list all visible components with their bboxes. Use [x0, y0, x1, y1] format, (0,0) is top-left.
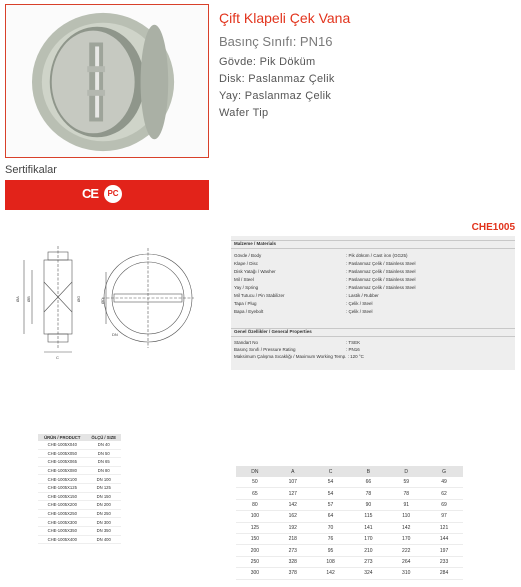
table-cell: 273: [274, 545, 312, 556]
dim-dn-label: DN: [112, 332, 118, 337]
table-cell: 324: [349, 568, 387, 579]
table-cell: DN 65: [86, 458, 121, 467]
table-cell: 121: [425, 522, 463, 533]
column-header: B: [349, 466, 387, 477]
spec-type: Wafer Tip: [219, 107, 269, 119]
table-cell: DN 100: [86, 475, 121, 484]
table-cell: 170: [387, 533, 425, 544]
table-cell: CHE-1005X100: [38, 475, 86, 484]
table-row: [38, 509, 121, 518]
table-cell: 218: [274, 533, 312, 544]
table-cell: 54: [312, 477, 350, 488]
spec-body: Gövde: Pik Döküm: [219, 56, 316, 68]
table-row: [38, 441, 121, 449]
product-photo: [5, 4, 209, 158]
table-cell: 378: [274, 568, 312, 579]
column-header: A: [274, 466, 312, 477]
material-row: Mil Tutucu / Pin Stabilizer : Lastik / Rubber: [234, 293, 379, 298]
dim-c-label: C: [56, 355, 59, 360]
table-cell: 78: [349, 488, 387, 499]
table-cell: 49: [425, 477, 463, 488]
table-row: [38, 483, 121, 492]
table-row: [38, 449, 121, 458]
property-row: Maksimum Çalışma Sıcaklığı / Maximum Working Temp. : 120 °C: [234, 354, 364, 359]
table-cell: DN 300: [86, 518, 121, 527]
table-cell: 57: [312, 499, 350, 510]
table-cell: 91: [387, 499, 425, 510]
table-cell: 54: [312, 488, 350, 499]
technical-drawing: [10, 232, 206, 362]
column-header: DN: [236, 466, 274, 477]
material-row: Mil / Steel : Paslanmaz Çelik / Stainless Steel: [234, 277, 416, 282]
table-cell: CHE-1005X300: [38, 518, 86, 527]
dimension-table: [236, 466, 463, 580]
table-cell: CHE-1005X050: [38, 449, 86, 458]
column-header: ÖLÇÜ / SIZE: [86, 434, 121, 441]
table-cell: 200: [236, 545, 274, 556]
table-cell: CHE-1005X065: [38, 458, 86, 467]
dim-a-label: ØA: [15, 296, 20, 302]
table-cell: 197: [425, 545, 463, 556]
table-cell: DN 40: [86, 441, 121, 449]
table-cell: 310: [387, 568, 425, 579]
table-cell: 127: [274, 488, 312, 499]
material-row: Disk Yatağı / Washer : Paslanmaz Çelik / Stainless Steel: [234, 269, 416, 274]
table-row: [38, 526, 121, 535]
table-cell: 142: [387, 522, 425, 533]
table-row: [38, 518, 121, 527]
table-cell: 142: [312, 568, 350, 579]
table-cell: 144: [425, 533, 463, 544]
table-cell: 162: [274, 511, 312, 522]
table-row: [236, 556, 463, 567]
pressure-class: Basınç Sınıfı: PN16: [219, 34, 333, 49]
table-row: [236, 511, 463, 522]
certificates-label: Sertifikalar: [5, 164, 57, 176]
table-row: [236, 488, 463, 499]
table-cell: 76: [312, 533, 350, 544]
material-row: Tapa / Plug : Çelik / Steel: [234, 301, 373, 306]
table-cell: 142: [274, 499, 312, 510]
table-cell: 284: [425, 568, 463, 579]
dim-d-label: ØD: [100, 298, 105, 304]
table-cell: 250: [236, 556, 274, 567]
table-cell: 69: [425, 499, 463, 510]
table-cell: 273: [349, 556, 387, 567]
table-cell: 65: [236, 488, 274, 499]
column-header: D: [387, 466, 425, 477]
table-row: [38, 466, 121, 475]
materials-header: Malzeme / Materials: [234, 241, 277, 246]
table-cell: 59: [387, 477, 425, 488]
column-header: ÜRÜN / PRODUCT: [38, 434, 86, 441]
table-row: [236, 568, 463, 579]
table-cell: 233: [425, 556, 463, 567]
table-row: [38, 475, 121, 484]
material-row: Bapa / Eyebolt : Çelik / Steel: [234, 309, 373, 314]
table-cell: CHE-1005X350: [38, 526, 86, 535]
table-cell: DN 80: [86, 466, 121, 475]
property-row: Basınç Sınıfı / Pressure Rating : PN16: [234, 347, 360, 352]
table-cell: CHE-1005X150: [38, 492, 86, 501]
table-cell: CHE-1005X200: [38, 501, 86, 510]
table-cell: DN 400: [86, 535, 121, 544]
materials-panel: [231, 236, 515, 370]
table-row: [38, 501, 121, 510]
table-cell: 50: [236, 477, 274, 488]
spec-disc: Disk: Paslanmaz Çelik: [219, 73, 335, 85]
table-cell: 170: [349, 533, 387, 544]
table-row: [236, 499, 463, 510]
property-row: Standart No : TSEK: [234, 340, 361, 345]
table-row: [38, 535, 121, 544]
table-cell: 80: [236, 499, 274, 510]
table-cell: 90: [349, 499, 387, 510]
table-row: [38, 492, 121, 501]
table-cell: 222: [387, 545, 425, 556]
table-cell: 328: [274, 556, 312, 567]
material-row: Yay / Spring : Paslanmaz Çelik / Stainless Steel: [234, 285, 416, 290]
table-cell: 78: [387, 488, 425, 499]
table-row: [236, 522, 463, 533]
table-cell: 107: [274, 477, 312, 488]
table-cell: 64: [312, 511, 350, 522]
product-code-table: [38, 434, 121, 544]
table-cell: DN 250: [86, 509, 121, 518]
table-cell: CHE-1005X400: [38, 535, 86, 544]
table-cell: 125: [236, 522, 274, 533]
product-title: Çift Klapeli Çek Vana: [219, 10, 351, 26]
table-cell: 97: [425, 511, 463, 522]
table-cell: CHE-1005X040: [38, 441, 86, 449]
dim-g-label: ØG: [76, 295, 81, 302]
valve-photo-illustration: [6, 5, 208, 157]
table-cell: 110: [387, 511, 425, 522]
table-cell: 70: [312, 522, 350, 533]
table-cell: DN 350: [86, 526, 121, 535]
column-header: C: [312, 466, 350, 477]
spec-spring: Yay: Paslanmaz Çelik: [219, 90, 332, 102]
table-row: [236, 533, 463, 544]
dim-b-label: ØB: [26, 296, 31, 302]
product-code: CHE1005: [471, 222, 515, 233]
table-cell: 95: [312, 545, 350, 556]
ce-mark-icon: CE: [82, 186, 99, 201]
general-properties-header: Genel Özellikler / General Properties: [234, 329, 312, 334]
table-cell: 115: [349, 511, 387, 522]
table-cell: 210: [349, 545, 387, 556]
table-cell: DN 150: [86, 492, 121, 501]
table-cell: 62: [425, 488, 463, 499]
table-row: [236, 545, 463, 556]
table-cell: 264: [387, 556, 425, 567]
table-cell: CHE-1005X080: [38, 466, 86, 475]
table-cell: 100: [236, 511, 274, 522]
table-cell: 108: [312, 556, 350, 567]
table-row: [236, 477, 463, 488]
material-row: Klape / Disc : Paslanmaz Çelik / Stainless Steel: [234, 261, 416, 266]
table-cell: CHE-1005X250: [38, 509, 86, 518]
table-cell: 150: [236, 533, 274, 544]
material-row: Gövde / Body : Pik döküm / Cast iron (GG25): [234, 253, 408, 258]
table-cell: 300: [236, 568, 274, 579]
table-row: [38, 458, 121, 467]
table-cell: 66: [349, 477, 387, 488]
table-cell: 192: [274, 522, 312, 533]
table-cell: DN 50: [86, 449, 121, 458]
table-cell: CHE-1005X125: [38, 483, 86, 492]
table-cell: DN 125: [86, 483, 121, 492]
table-cell: DN 200: [86, 501, 121, 510]
table-cell: 141: [349, 522, 387, 533]
column-header: G: [425, 466, 463, 477]
pct-mark-icon: PC: [104, 185, 122, 203]
